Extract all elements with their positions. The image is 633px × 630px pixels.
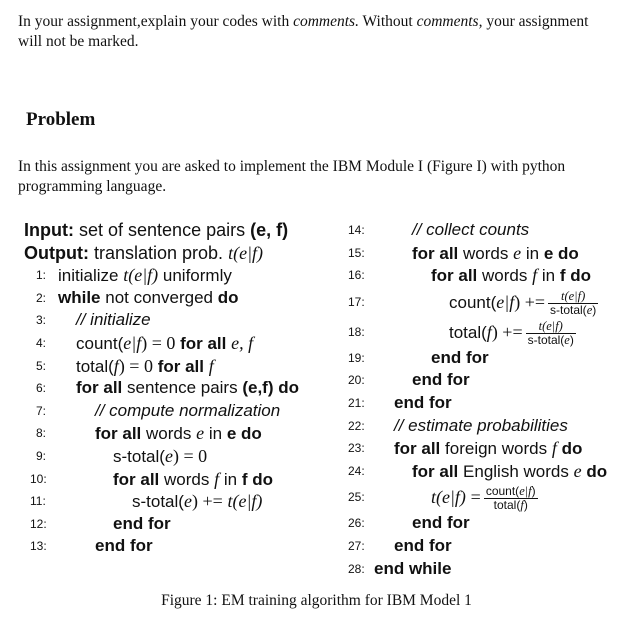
algorithm-line: 5: total(f) = 0 for all f — [36, 355, 214, 376]
algorithm-line: 27: end for — [348, 535, 452, 555]
algorithm-line: 24: for all English words e do — [348, 460, 608, 481]
intro-emphasis-1: comments. — [293, 13, 359, 30]
fraction: $\frac{t(e|f)}{\text{s-total(e)}}$ — [550, 288, 597, 317]
problem-description: In this assignment you are asked to implement the IBM Module I (Figure I) with python programming language. — [18, 158, 566, 195]
algorithm-left-column — [18, 219, 338, 558]
algorithm-line: 2: while not converged do — [36, 287, 239, 307]
figure-caption: Figure 1: EM training algorithm for IBM Model 1 — [161, 592, 472, 609]
algorithm-line: 12: end for — [30, 513, 171, 533]
algorithm-line: 21: end for — [348, 392, 452, 412]
algorithm-line: 6: for all sentence pairs (e,f) do — [36, 378, 300, 398]
algorithm-line: 19: end for — [348, 347, 489, 367]
algorithm-line: 26: end for — [348, 513, 470, 533]
algorithm-output-line: Output: translation prob. t(e|f) — [24, 242, 264, 263]
algorithm-line: 13: end for — [30, 536, 153, 556]
intro-paragraph — [18, 12, 608, 52]
fraction: $\frac{t(e|f)}{\text{s-total(e)}}$ — [527, 318, 574, 347]
algorithm-line: 28: end while — [348, 558, 452, 578]
algorithm-line: 25: t(e|f) = $\frac{\text{count(e|f)}}{\text{total(f)}}$ — [348, 484, 536, 513]
algorithm-line: 17: count(e|f) += $\frac{t(e|f)}{\text{s-total(e)}}$ — [348, 288, 597, 317]
intro-emphasis-2: comments, — [416, 13, 483, 30]
algorithm-right-column — [348, 219, 633, 580]
algorithm-line: 14: // collect counts — [348, 220, 530, 239]
algorithm-line: 18: total(f) += $\frac{t(e|f)}{\text{s-total(e)}}$ — [348, 318, 574, 347]
algorithm-line: 20: end for — [348, 370, 470, 390]
algorithm-line: 11: s-total(e) += t(e|f) — [30, 491, 263, 512]
algorithm-line: 8: for all words e in e do — [36, 423, 262, 444]
problem-heading: Problem — [26, 109, 96, 130]
algorithm-line: 1: initialize t(e|f) uniformly — [36, 265, 232, 286]
algorithm-line: 15: for all words e in e do — [348, 242, 579, 263]
algorithm-line: 3: // initialize — [36, 310, 151, 330]
algorithm-line: 10: for all words f in f do — [30, 468, 274, 489]
intro-text-2: Without — [358, 13, 417, 30]
algorithm-input-line: Input: set of sentence pairs (e, f) — [24, 220, 289, 240]
fraction: $\frac{\text{count(e|f)}}{\text{total(f)}}$ — [485, 484, 536, 513]
intro-text-1: In your assignment,explain your codes with — [18, 13, 294, 30]
algorithm-line: 22: // estimate probabilities — [348, 415, 568, 435]
algorithm-line: 7: // compute normalization — [36, 400, 281, 420]
algorithm-line: 16: for all words f in f do — [348, 265, 592, 286]
intro-text-3: your assignment will not be marked. — [18, 13, 589, 50]
algorithm-line: 4: count(e|f) = 0 for all e, f — [36, 332, 254, 353]
algorithm-line: 23: for all foreign words f do — [348, 438, 583, 459]
algorithm-line: 9: s-total(e) = 0 — [36, 445, 208, 466]
